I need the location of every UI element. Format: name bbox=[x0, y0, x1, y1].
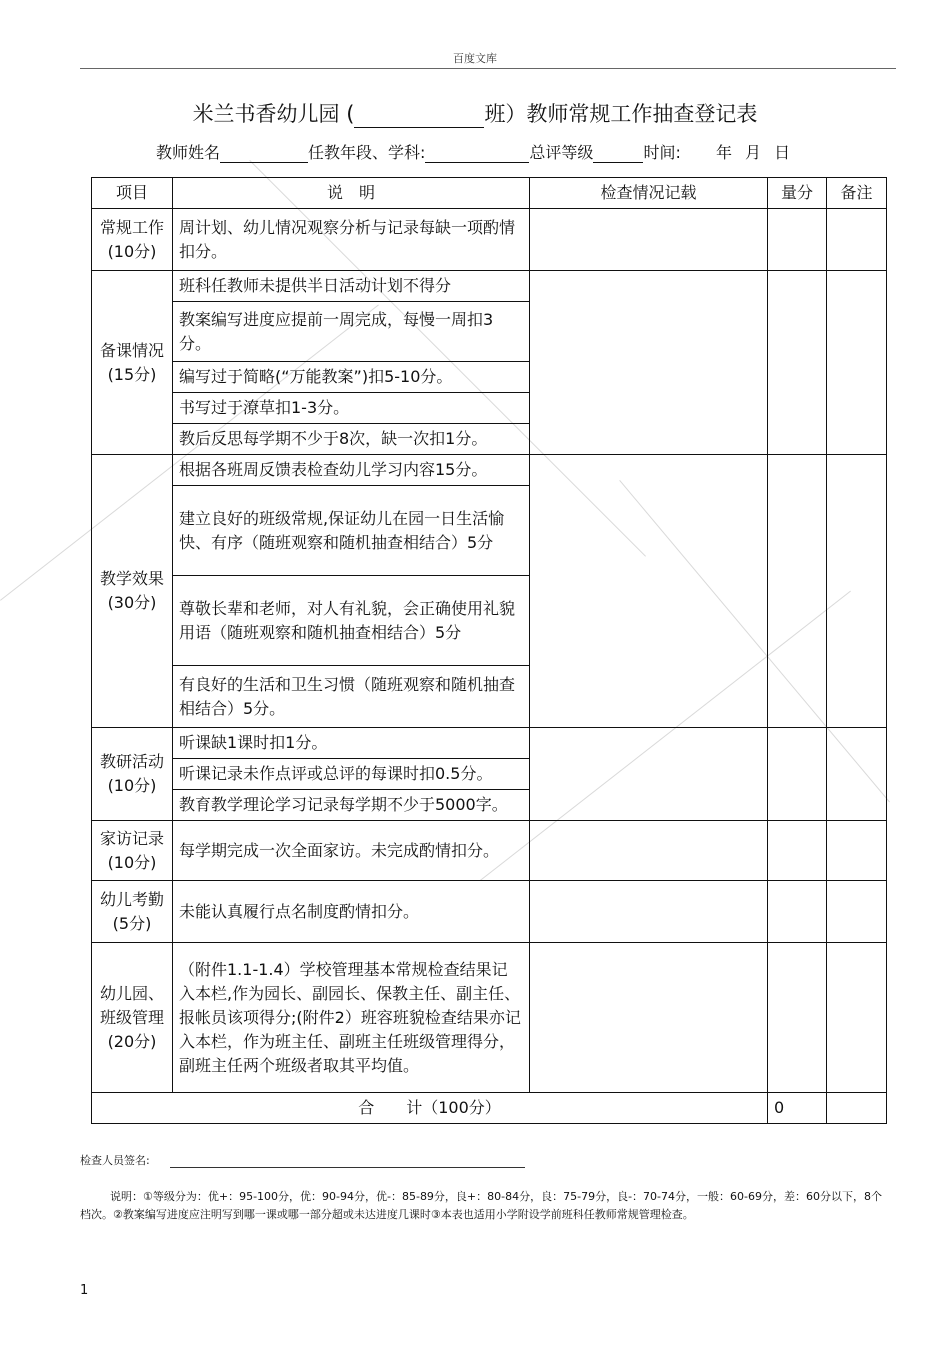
title-suffix: 班）教师常规工作抽查登记表 bbox=[484, 102, 758, 126]
rule-text: 每学期完成一次全面家访。未完成酌情扣分。 bbox=[173, 821, 530, 881]
page-title bbox=[0, 98, 950, 128]
total-score: 0 bbox=[768, 1093, 827, 1124]
table-header-row bbox=[92, 178, 887, 209]
rule-text: 编写过于简略(“万能教案”)扣5-10分。 bbox=[173, 362, 530, 393]
score-cell[interactable] bbox=[768, 881, 827, 943]
rule-text: 有良好的生活和卫生习惯（随班观察和随机抽查相结合）5分。 bbox=[173, 666, 530, 728]
remark-cell[interactable] bbox=[827, 728, 887, 821]
record-cell[interactable] bbox=[530, 821, 768, 881]
rule-text: 建立良好的班级常规,保证幼儿在园一日生活愉快、有序（随班观察和随机抽查相结合）5分 bbox=[173, 486, 530, 576]
grade-subject-blank bbox=[425, 146, 529, 163]
page-number: 1 bbox=[80, 1283, 89, 1298]
signature-blank[interactable] bbox=[170, 1155, 525, 1168]
class-name-blank bbox=[354, 107, 484, 128]
rule-text: 教育教学理论学习记录每学期不少于5000字。 bbox=[173, 790, 530, 821]
rule-text: 教案编写进度应提前一周完成，每慢一周扣3分。 bbox=[173, 302, 530, 362]
section-item-label: 幼儿考勤 (5分) bbox=[92, 881, 173, 943]
header-remark: 备注 bbox=[827, 178, 887, 209]
day-label: 日 bbox=[774, 143, 791, 162]
score-cell[interactable] bbox=[768, 943, 827, 1093]
section-item-label: 教研活动 (10分) bbox=[92, 728, 173, 821]
remark-cell[interactable] bbox=[827, 271, 887, 455]
table-row bbox=[92, 943, 887, 1093]
teacher-name-label: 教师姓名 bbox=[156, 143, 221, 162]
header-record: 检查情况记载 bbox=[530, 178, 768, 209]
remark-cell[interactable] bbox=[827, 881, 887, 943]
rule-text: 班科任教师未提供半日活动计划不得分 bbox=[173, 271, 530, 302]
remark-cell[interactable] bbox=[827, 943, 887, 1093]
table-row bbox=[92, 455, 887, 486]
score-cell[interactable] bbox=[768, 821, 827, 881]
remark-cell[interactable] bbox=[827, 821, 887, 881]
year-label: 年 bbox=[715, 143, 732, 162]
rule-text: 尊敬长辈和老师，对人有礼貌，会正确使用礼貌用语（随班观察和随机抽查相结合）5分 bbox=[173, 576, 530, 666]
rule-text: （附件1.1-1.4）学校管理基本常规检查结果记入本栏,作为园长、副园长、保教主任、副主任、报帐员该项得分;(附件2）班容班貌检查结果亦记入本栏，作为班主任、副班主任班级管理得分，副班主任两个班级者取其平均值。 bbox=[173, 943, 530, 1093]
total-remark-cell[interactable] bbox=[827, 1093, 887, 1124]
header-description: 说 明 bbox=[173, 178, 530, 209]
rule-text: 教后反思每学期不少于8次，缺一次扣1分。 bbox=[173, 424, 530, 455]
total-row bbox=[92, 1093, 887, 1124]
header-site-name: 百度文库 bbox=[453, 52, 497, 65]
score-cell[interactable] bbox=[768, 455, 827, 728]
table-row bbox=[92, 881, 887, 943]
grading-note: 说明：①等级分为：优+：95-100分，优：90-94分，优-：85-89分，良+：80-84分，良：75-79分，良-：70-74分，一般：60-69分，差：60分以下，8个档次。②教案编写进度应注明写到哪一课或哪一部分超或未达进度几课时③本表也适用小学附设学前班科任教师常规管理检查。 bbox=[80, 1190, 882, 1221]
rule-text: 周计划、幼儿情况观察分析与记录每缺一项酌情扣分。 bbox=[173, 209, 530, 271]
section-item-label: 幼儿园、班级管理 (20分) bbox=[92, 943, 173, 1093]
table-row bbox=[92, 209, 887, 271]
table-row bbox=[92, 271, 887, 302]
rule-text: 根据各班周反馈表检查幼儿学习内容15分。 bbox=[173, 455, 530, 486]
remark-cell[interactable] bbox=[827, 455, 887, 728]
grade-subject-label: 任教年段、学科: bbox=[308, 143, 426, 162]
record-cell[interactable] bbox=[530, 943, 768, 1093]
overall-grade-label: 总评等级 bbox=[529, 143, 594, 162]
rule-text: 听课记录未作点评或总评的每课时扣0.5分。 bbox=[173, 759, 530, 790]
info-line bbox=[156, 140, 790, 163]
section-item-label: 常规工作 (10分) bbox=[92, 209, 173, 271]
score-cell[interactable] bbox=[768, 209, 827, 271]
header-divider bbox=[80, 68, 896, 69]
record-cell[interactable] bbox=[530, 455, 768, 728]
record-cell[interactable] bbox=[530, 271, 768, 455]
section-item-label: 教学效果 (30分) bbox=[92, 455, 173, 728]
signature-line bbox=[80, 1152, 525, 1168]
rule-text: 未能认真履行点名制度酌情扣分。 bbox=[173, 881, 530, 943]
table-row bbox=[92, 821, 887, 881]
month-label: 月 bbox=[745, 143, 762, 162]
inspection-table bbox=[91, 177, 887, 1124]
header-score: 量分 bbox=[768, 178, 827, 209]
rule-text: 听课缺1课时扣1分。 bbox=[173, 728, 530, 759]
time-label: 时间: bbox=[643, 143, 681, 162]
remark-cell[interactable] bbox=[827, 209, 887, 271]
teacher-name-blank bbox=[220, 146, 308, 163]
title-prefix: 米兰书香幼儿园 ( bbox=[192, 102, 355, 126]
overall-grade-blank bbox=[593, 146, 643, 163]
section-item-label: 备课情况 (15分) bbox=[92, 271, 173, 455]
header-item: 项目 bbox=[92, 178, 173, 209]
rule-text: 书写过于潦草扣1-3分。 bbox=[173, 393, 530, 424]
section-item-label: 家访记录 (10分) bbox=[92, 821, 173, 881]
score-cell[interactable] bbox=[768, 271, 827, 455]
total-label: 合 计（100分） bbox=[92, 1093, 768, 1124]
score-cell[interactable] bbox=[768, 728, 827, 821]
record-cell[interactable] bbox=[530, 881, 768, 943]
table-row bbox=[92, 728, 887, 759]
record-cell[interactable] bbox=[530, 728, 768, 821]
signature-label: 检查人员签名: bbox=[80, 1154, 150, 1167]
record-cell[interactable] bbox=[530, 209, 768, 271]
